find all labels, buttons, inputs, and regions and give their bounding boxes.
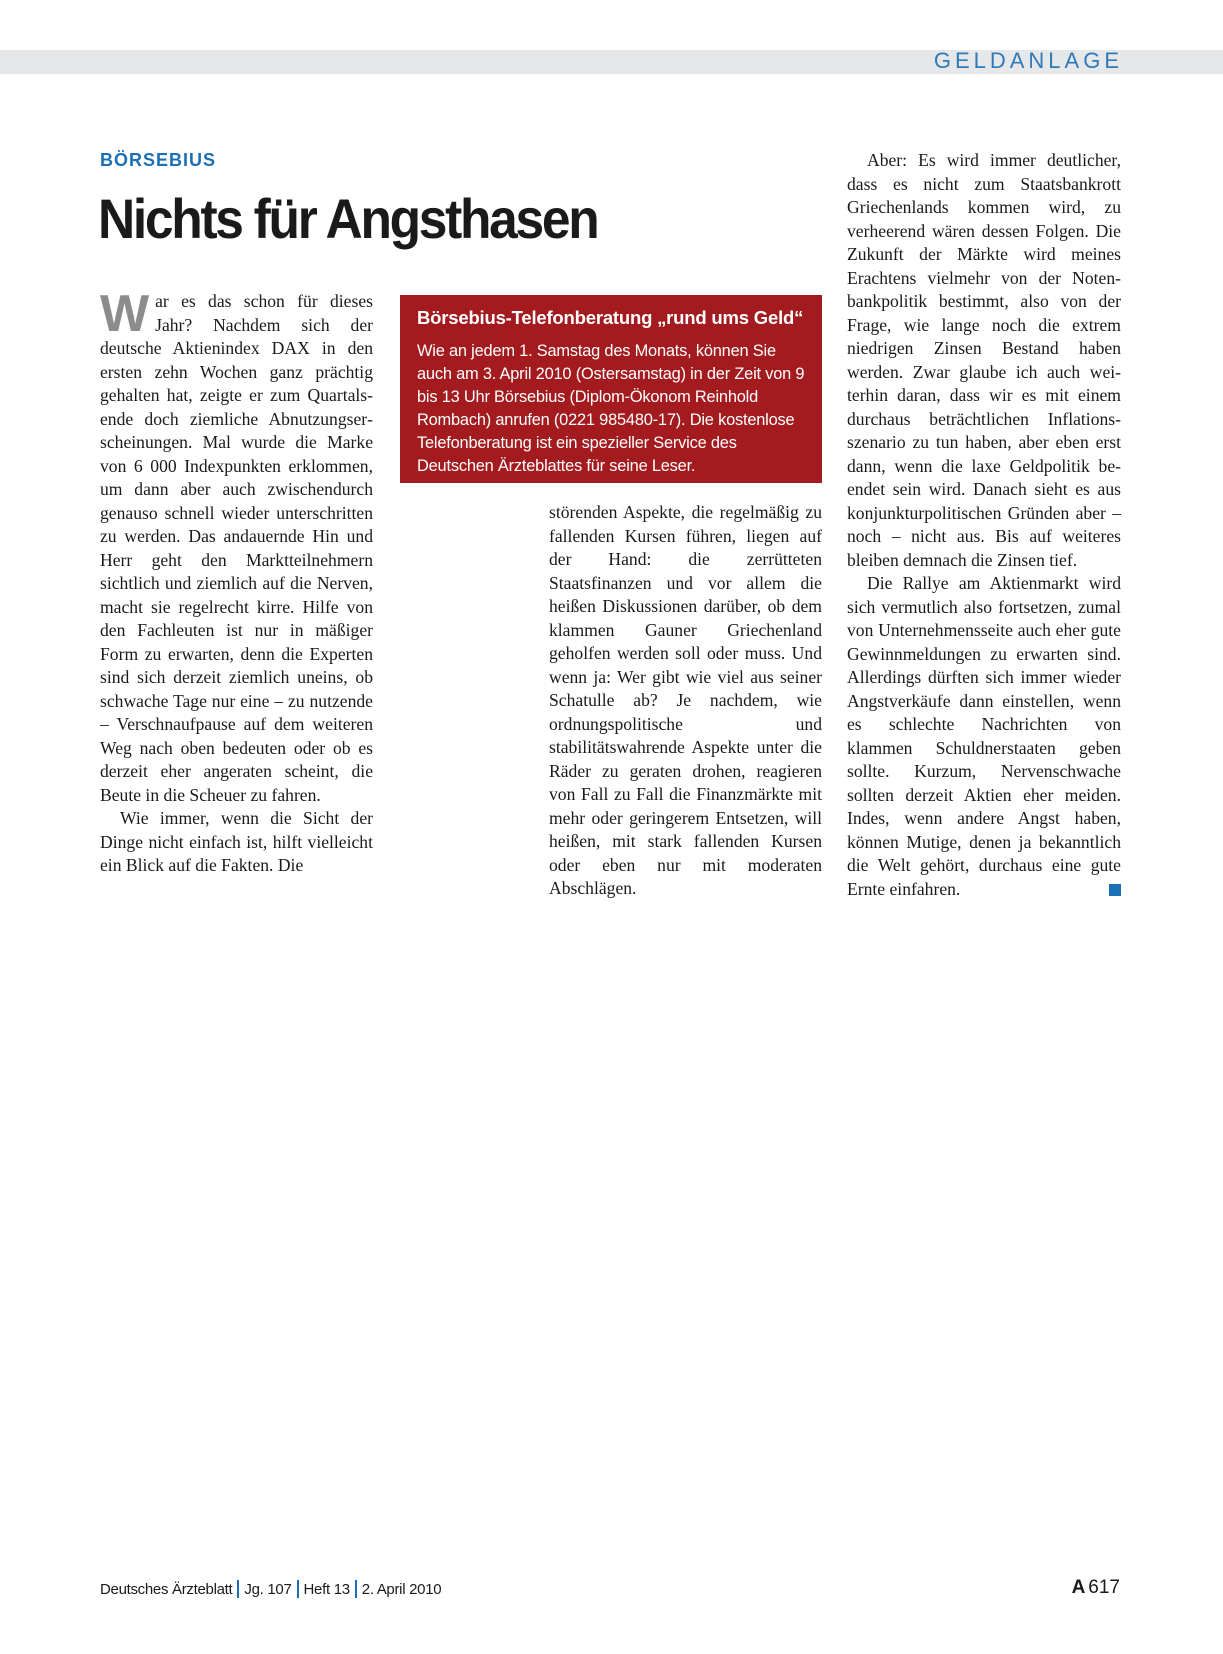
divider [237,1580,239,1598]
page-number-value: 617 [1088,1577,1120,1598]
divider [297,1580,299,1598]
page-footer [100,1580,441,1598]
publication-name: Deutsches Ärzteblatt [100,1580,233,1598]
article-paragraph [847,572,1121,901]
info-box-body: Wie an jedem 1. Samstag des Monats, können Sie auch am 3. April 2010 (Ostersamstag) in der Zeit von 9 bis 13 Uhr Börsebius (Diplom-Ökonom Reinhold Rombach) anrufen (0221 985480-17). Die kostenlose Telefonberatung ist ein spezieller Service des Deutschen Ärzteblattes für seine Leser. [417,342,805,475]
info-box [400,295,822,483]
article-kicker: BÖRSEBIUS [100,150,217,170]
article-paragraph: Aber: Es wird immer deutlicher, dass es nicht zum Staatsbankrott Griechenlands kommen wird, zu verheerend wären dessen Folgen. Die Zukunft der Märkte wird meines Erachtens vielmehr von der Notenbankpolitik bestimmt, also von der Frage, wie lange noch die extrem niedrigen Zinsen Bestand haben werden. Zwar glaube ich auch weiterhin daran, dass wir es mit einem durchaus beträchtlichen Inflationsszenario zu tun haben, aber eben erst dann, wenn die laxe Geldpolitik beendet sein wird. Danach sieht es aus konjunkturpolitischen Gründen aber – noch – nicht aus. Bis auf weiteres bleiben demnach die Zinsen tief. [847,150,1121,570]
page-number [1072,1577,1120,1599]
volume: Jg. 107 [244,1580,292,1598]
paragraph-text: Die Rallye am Aktienmarkt wird sich vermutlich also fortsetzen, zumal von Unternehmensseite auch eher gute Gewinnmeldungen zu erwarten sind. Allerdings dürften sich immer wieder Angstverkäufe dann einstellen, wenn es schlechte Nachrichten von klammen Schuldnerstaaten geben sollte. Kurzum, Nervenschwache sollten derzeit Aktien eher meiden. Indes, wenn andere Angst haben, können Mutige, denen ja bekanntlich die Welt gehört, durchaus eine gute Ernte einfahren. [847,573,1121,899]
article-column-3 [847,149,1121,901]
article-paragraph: störenden Aspekte, die regelmäßig zu fallenden Kursen führen, liegen auf der Hand: die zerrütteten Staatsfinanzen und vor allem die heißen Diskussionen darüber, ob dem klammen Gauner Griechenland geholfen werden soll oder muss. Und wenn ja: Wer gibt wie viel aus seiner Schatulle ab? Je nachdem, wie ordnungspolitische und stabilitätswahrende Aspekte unter die Räder zu geraten drohen, reagieren von Fall zu Fall die Finanzmärkte mit mehr oder geringerem Entsetzen, will heißen, mit stark fallenden Kursen oder eben nur mit moderaten Abschlägen. [549,502,822,898]
article-column-1 [100,285,373,878]
drop-cap: W [100,285,150,343]
page-prefix: A [1071,1577,1086,1598]
paragraph-text: ar es das schon für dieses Jahr? Nachdem sich der deutsche Aktienindex DAX in den ersten zehn Wochen ganz prächtig gehalten hat, zeigte er zum Quartalsende doch ziemliche Abnutzungserscheinungen. Mal wurde die Marke von 6 000 Indexpunkten erklommen, um dann aber auch zwischendurch genauso schnell wieder unterschritten zu werden. Das andauernde Hin und Herr geht den Marktteilnehmern sichtlich und ziemlich auf die Nerven, macht sie regelrecht kirre. Hilfe von den Fachleuten ist nur in mäßiger Form zu erwarten, denn die Experten sind sich derzeit ziemlich uneins, ob schwache Tage nur eine – zu nutzende – Verschnaufpause auf dem weiteren Weg nach oben bedeuten oder ob es derzeit eher angeraten scheint, die Beute in die Scheuer zu fahren. [100,291,373,805]
article-paragraph [100,285,373,807]
issue-date: 2. April 2010 [361,1580,442,1598]
article-paragraph: Wie immer, wenn die Sicht der Dinge nicht einfach ist, hilft vielleicht ein Blick auf die Fakten. Die [100,808,373,875]
article-headline: Nichts für Angsthasen [98,187,598,250]
end-mark-icon [1109,884,1121,896]
divider [355,1580,357,1598]
issue: Heft 13 [303,1580,350,1598]
info-box-title: Börsebius-Telefonberatung „rund ums Geld“ [417,307,804,328]
section-label: GELDANLAGE [933,48,1123,73]
article-column-2 [549,501,822,901]
